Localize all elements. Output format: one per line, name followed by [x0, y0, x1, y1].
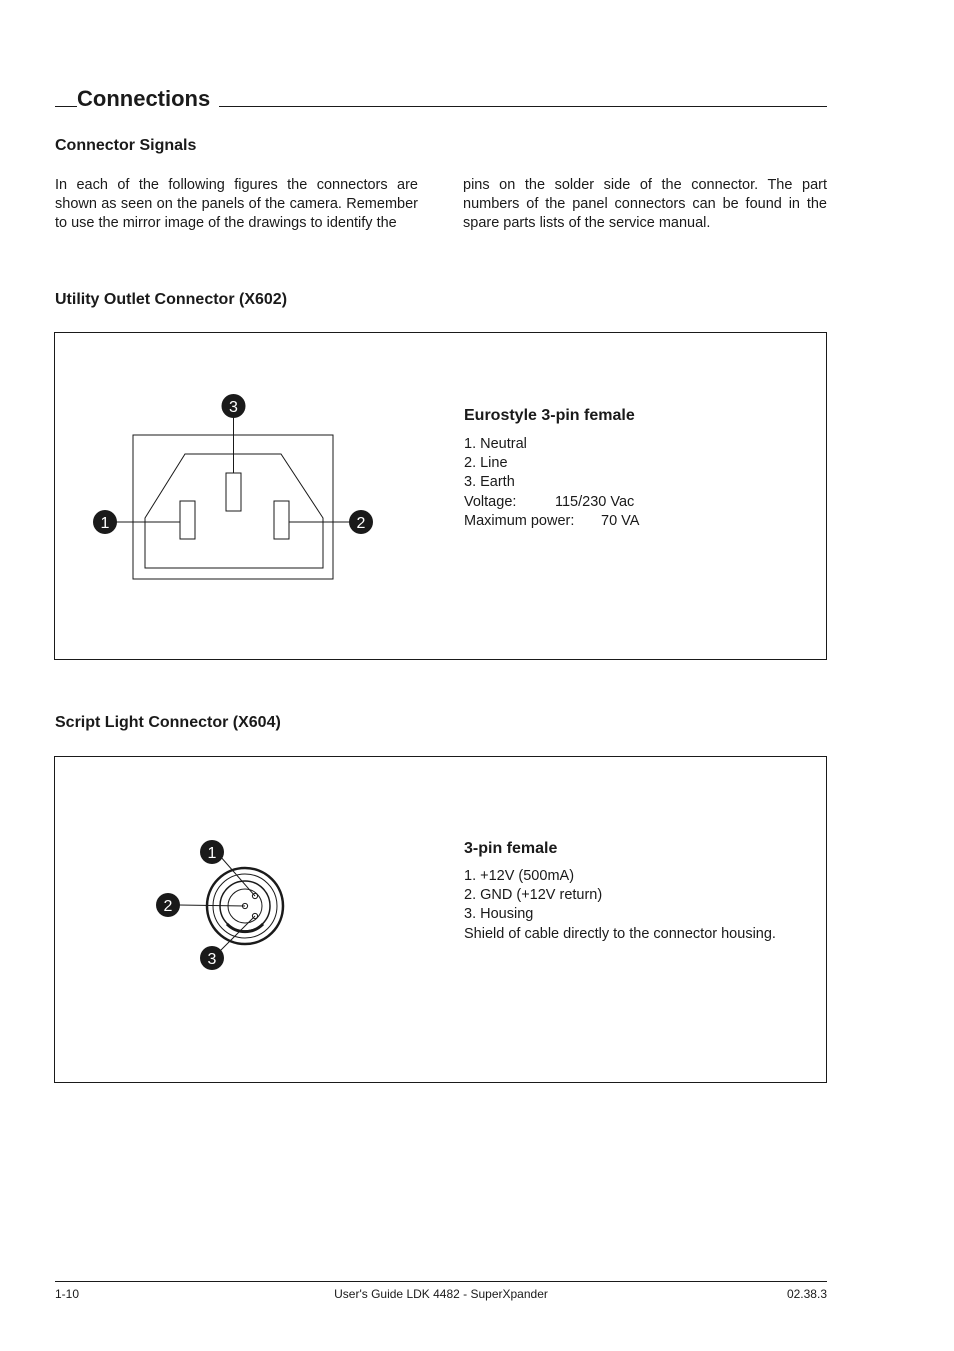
voltage-row [464, 493, 639, 512]
power-label: Maximum power: [464, 512, 575, 529]
script-light-connector-diagram [145, 832, 305, 982]
callout-1 [200, 840, 224, 864]
footer-rule [55, 1281, 827, 1282]
callout-2 [349, 510, 373, 534]
section-heading-script-light: Script Light Connector (X604) [55, 714, 281, 731]
pin-3-earth [226, 473, 241, 511]
svg-text:1: 1 [207, 845, 217, 862]
list-item: 1. +12V (500mA) [464, 868, 575, 884]
footer-guide-title: User's Guide LDK 4482 - SuperXpander [334, 1287, 548, 1301]
footer-doc-code: 02.38.3 [786, 1287, 827, 1301]
pin-list-script-light [464, 867, 776, 944]
callout-3 [222, 394, 246, 418]
svg-text:3: 3 [207, 951, 217, 968]
utility-outlet-panel [54, 332, 827, 660]
heading-rule [219, 106, 827, 107]
page-title: Connections [77, 86, 211, 111]
intro-paragraph-col2: pins on the solder side of the connector. The part numbers of the panel connectors can be found in the spare parts lists of the service manual. [463, 177, 827, 232]
svg-text:2: 2 [163, 898, 173, 915]
chapter-heading [55, 86, 827, 110]
svg-text:1: 1 [100, 515, 110, 532]
section-heading-connector-signals: Connector Signals [55, 137, 197, 154]
list-item: 1. Neutral [464, 436, 527, 452]
spec-title-3-pin: 3-pin female [464, 840, 558, 857]
callout-3 [200, 946, 224, 970]
list-item: 2. GND (+12V return) [464, 887, 603, 904]
spec-title-eurostyle: Eurostyle 3-pin female [464, 407, 635, 424]
heading-lead-rule [55, 106, 77, 107]
script-light-panel [54, 756, 827, 1083]
callout-2 [156, 893, 180, 917]
list-item: 3. Earth [464, 474, 515, 491]
shield-note: Shield of cable directly to the connector housing. [464, 925, 776, 942]
pin-list-eurostyle [464, 435, 639, 531]
pin-2-line [274, 501, 289, 539]
intro-paragraph-col1: In each of the following figures the connectors are shown as seen on the panels of the camera. Remember to use the mirror image of the drawings to identify the [55, 177, 418, 232]
page-number: 1-10 [55, 1287, 80, 1301]
voltage-label: Voltage: [464, 493, 517, 510]
pin-1-neutral [180, 501, 195, 539]
section-heading-utility-outlet: Utility Outlet Connector (X602) [55, 291, 288, 308]
eurostyle-connector-diagram [85, 388, 415, 598]
svg-text:2: 2 [356, 515, 366, 532]
power-value: 70 VA [601, 512, 640, 529]
callout-1 [93, 510, 117, 534]
list-item: 3. Housing [464, 906, 534, 923]
list-item: 2. Line [464, 455, 508, 472]
svg-text:3: 3 [229, 399, 238, 416]
power-row [464, 512, 639, 531]
voltage-value: 115/230 Vac [555, 493, 635, 510]
